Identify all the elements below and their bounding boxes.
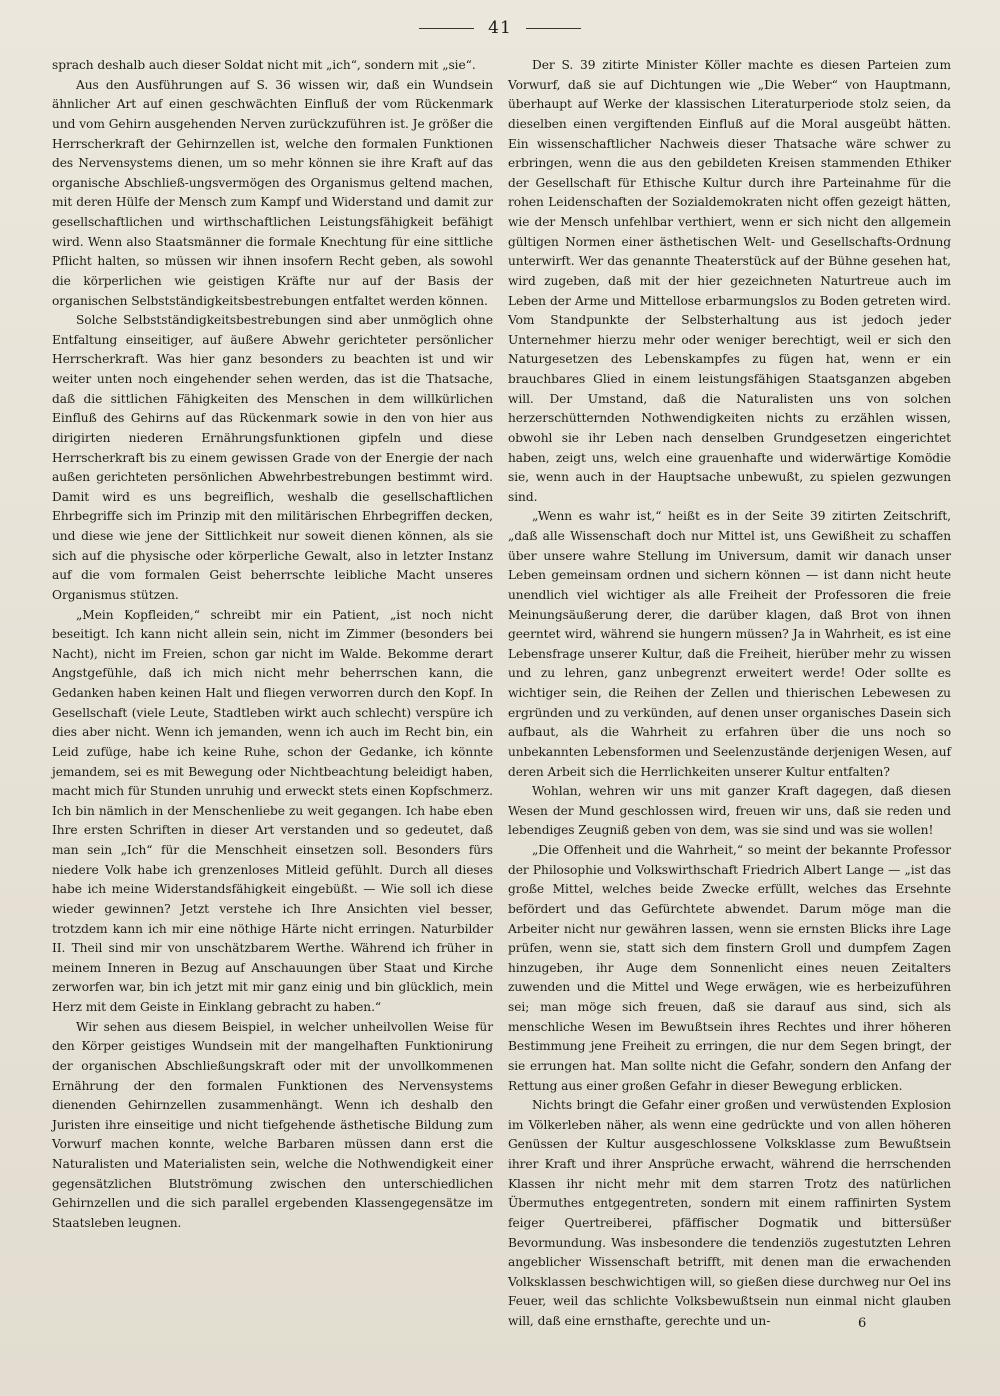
paragraph: sprach deshalb auch dieser Soldat nicht mit „ich“, sondern mit „sie“. xyxy=(52,58,476,72)
left-column xyxy=(52,56,493,1234)
paragraph: Der S. 39 zitirte Minister Köller machte es diesen Parteien zum Vorwurf, daß sie auf Dichtungen wie „Die Weber“ von Hauptmann, überhaupt auf Werke der klassischen Literaturperiode stolz seien, da dieselben einen vergiftenden Einfluß auf die Moral ausgeübt hätten. Ein wissenschaftlicher Nachweis dieser Thatsache wäre schwer zu erbringen, wenn die aus den gebildeten Kreisen stammenden Ethiker der Gesellschaft für Ethische Kultur durch ihre Parteinahme für die rohen Leidenschaften der Sozialdemokraten nicht offen gezeigt hätten, wie der Mensch unfehlbar verthiert, wenn er sich nicht den allgemein gültigen Normen einer ästhetischen Welt- und Gesellschafts-Ordnung unterwirft. Wer das genannte Theaterstück auf der Bühne gesehen hat, wird zugeben, daß mit der hier gezeichneten Naturtreue auch im Leben der Arme und Mittellose erbarmungslos zu Boden getreten wird. Vom Standpunkte der Selbsterhaltung aus ist jedoch jeder Unternehmer hierzu mehr oder weniger berechtigt, weil er sich den Naturgesetzen des Lebenskampfes zu fügen hat, wenn er ein brauchbares Glied in einem leistungsfähigen Staatsganzen abgeben will. Der Umstand, daß die Naturalisten uns von solchen herzerschütternden Nothwendigkeiten nichts zu erzählen wissen, obwohl sie ihr Leben nach denselben Grundgesetzen eingerichtet haben, zeigt uns, welch eine grauenhafte und widerwärtige Komödie sie, wenn auch in der Hauptsache unbewußt, zu spielen gezwungen sind. xyxy=(508,58,951,504)
paragraph: „Mein Kopfleiden,“ schreibt mir ein Patient, „ist noch nicht beseitigt. Ich kann nicht allein sein, nicht im Zimmer (besonders bei Nacht), nicht im Freien, schon gar nicht im Walde. Bekomme derart Angstgefühle, daß ich mich nicht mehr beherrschen kann, die Gedanken haben keinen Halt und fliegen verworren durch den Kopf. In Gesellschaft (viele Leute, Stadtleben wirkt auch schlecht) verspüre ich dies aber nicht. Wenn ich jemanden, wenn ich auch im Recht bin, ein Leid zufüge, habe ich keine Ruhe, schon der Gedanke, ich könnte jemandem, sei es mit Bewegung oder Nichtbeachtung beleidigt haben, macht mich für Stunden unruhig und erweckt stets einen Kopfschmerz. Ich bin nämlich in der Menschenliebe zu weit gegangen. Ich habe eben Ihre ersten Schriften in dieser Art verstanden und so gedeutet, daß man sein „Ich“ für die Menschheit einsetzen soll. Besonders fürs niedere Volk habe ich grenzenloses Mitleid gefühlt. Durch all dieses habe ich meine Widerstandsfähigkeit eingebüßt. — Wie soll ich diese wieder gewinnen? Jetzt verstehe ich Ihre Ansichten viel besser, trotzdem kann ich mir eine nöthige Härte nicht erringen. Naturbilder II. Theil sind mir von unschätzbarem Werthe. Während ich früher in meinem Inneren in Bezug auf Anschauungen über Staat und Kirche zerworfen war, bin ich jetzt mit mir ganz einig und bin glücklich, mein Herz mit dem Geiste in Einklang gebracht zu haben.“ xyxy=(52,607,493,1014)
header-rule-right xyxy=(526,28,581,29)
paragraph: „Wenn es wahr ist,“ heißt es in der Seite 39 zitirten Zeitschrift, „daß alle Wissenschaft doch nur Mittel ist, uns Gewißheit zu schaffen über unsere wahre Stellung im Universum, damit wir danach unser Leben gemeinsam ordnen und sichern können — ist dann nicht heute unendlich viel wichtiger als alle Freiheit der Professoren die freie Meinungsäußerung derer, die darüber klagen, daß Brot von ihnen geerntet wird, während sie hungern müssen? Ja in Wahrheit, es ist eine Lebensfrage unserer Kultur, daß die Freiheit, hierüber mehr zu wissen und zu lehren, ganz unbegrenzt erweitert werde! Oder sollte es wichtiger sein, die Reihen der Zellen und thierischen Lebewesen zu ergründen und zu verkünden, auf denen unser organisches Dasein sich aufbaut, als die Wahrheit zu erfahren über die uns noch so unbekannten Lebensformen und Seelenzustände derjenigen Wesen, auf deren Arbeit sich die Herrlichkeiten unserer Kultur entfalten? xyxy=(508,509,951,779)
right-column xyxy=(508,56,951,1332)
paragraph: Wohlan, wehren wir uns mit ganzer Kraft dagegen, daß diesen Wesen der Mund geschlossen wird, freuen wir uns, daß sie reden und lebendiges Zeugniß geben von dem, was sie sind und was sie wollen! xyxy=(508,784,951,838)
paragraph: Nichts bringt die Gefahr einer großen und verwüstenden Explosion im Völkerleben näher, als wenn eine gedrückte und von allen höheren Genüssen der Kultur ausgeschlossene Volksklasse zum Bewußtsein ihrer Kraft und ihrer Ansprüche erwacht, während die herrschenden Klassen ihr nicht mehr mit dem starren Trotz des natürlichen Übermuthes entgegentreten, sondern mit einem raffinirten System feiger Quertreiberei, pfäffischer Dogmatik und bittersüßer Bevormundung. Was insbesondere die tendenziös zugestutzten Lehren angeblicher Wissenschaft betrifft, mit denen man die erwachenden Volksklassen beschwichtigen will, so gießen diese durchweg nur Oel ins Feuer, weil das schlichte Volksbewußtsein nun einmal nicht glauben will, daß eine ernsthafte, gerechte und un- xyxy=(508,1098,951,1328)
page-header xyxy=(0,18,1000,38)
paragraph: Aus den Ausführungen auf S. 36 wissen wir, daß ein Wundsein ähnlicher Art auf einen geschwächten Einfluß der vom Rückenmark und vom Gehirn ausgehenden Nerven zurückzuführen ist. Je größer die Herrscherkraft der Gehirnzellen ist, welche den formalen Funktionen des Nervensystems dienen, um so mehr können sie ihre Kraft auf das organische Abschließ-ungsvermögen des Organismus geltend machen, mit deren Hülfe der Mensch zum Kampf und Widerstand und damit zur gesellschaftlichen und wirthschaftlichen Leistungsfähigkeit befähigt wird. Wenn also Staatsmänner die formale Knechtung für eine sittliche Pflicht halten, so müssen wir ihnen insofern Recht geben, als sowohl die körperlichen wie geistigen Kräfte nur auf der Basis der organischen Selbstständigkeitsbestrebungen entfaltet werden können. xyxy=(52,77,493,308)
page-number: 41 xyxy=(488,18,512,38)
header-rule-left xyxy=(419,28,474,29)
paragraph: „Die Offenheit und die Wahrheit,“ so meint der bekannte Professor der Philosophie und Volkswirthschaft Friedrich Albert Lange — „ist das große Mittel, welches beide Zwecke erfüllt, welches das Ersehnte befördert und das Gefürchtete abwendet. Darum möge man die Arbeiter nicht nur gewähren lassen, wenn sie ernsten Blicks ihre Lage prüfen, wenn sie, statt sich dem finstern Groll und dumpfem Zagen hinzugeben, ihr Auge dem Sonnenlicht eines neuen Zeitalters zuwenden und die Mittel und Wege erwägen, wie es herbeizuführen sei; man möge sich freuen, daß sie darauf aus sind, sich als menschliche Wesen im Bewußtsein ihres Rechtes und ihrer höheren Bestimmung jene Freiheit zu erringen, die nur dem Segen bringt, der sie errungen hat. Man sollte nicht die Gefahr, sondern den Anfang der Rettung aus einer großen Gefahr in dieser Bewegung erblicken. xyxy=(508,843,951,1093)
paragraph: Wir sehen aus diesem Beispiel, in welcher unheilvollen Weise für den Körper geistiges Wundsein mit der mangelhaften Funktionirung der organischen Abschließungskraft oder mit der unvollkommenen Ernährung der den formalen Funktionen des Nervensystems dienenden Gehirnzellen zusammenhängt. Wenn ich deshalb den Juristen ihre einseitige und nicht tiefgehende ästhetische Bildung zum Vorwurf machen konnte, welche Barbaren müssen dann erst die Naturalisten und Materialisten sein, welche die Nothwendigkeit einer gegensätzlichen Blutströmung zwischen den unterschiedlichen Gehirnzellen und die sich parallel ergebenden Klassengegensätze im Staatsleben leugnen. xyxy=(52,1019,493,1230)
paragraph: Solche Selbstständigkeitsbestrebungen sind aber unmöglich ohne Entfaltung einseitiger, auf äußere Abwehr gerichteter persönlicher Herrscherkraft. Was hier ganz besonders zu beachten ist und wir weiter unten noch eingehender sehen werden, das ist die Thatsache, daß die sittlichen Fähigkeiten des Menschen in dem willkürlichen Einfluß des Gehirns auf das Rückenmark sowie in den von hier aus dirigirten niederen Ernährungsfunktionen gipfeln und diese Herrscherkraft bis zu einem gewissen Grade von der Energie der nach außen gerichteten persönlichen Abwehrbestrebungen bestimmt wird. Damit wird es uns begreiflich, weshalb die gesellschaftlichen Ehrbegriffe sich im Prinzip mit den militärischen Ehrbegriffen decken, und diese wie jene der Sittlichkeit nur soweit dienen können, als sie sich auf die physische oder körperliche Gewalt, also in letzter Instanz auf die vom formalen Geist beherrschte leibliche Macht unseres Organismus stützen. xyxy=(52,313,493,602)
signature-mark: 6 xyxy=(858,1316,867,1331)
